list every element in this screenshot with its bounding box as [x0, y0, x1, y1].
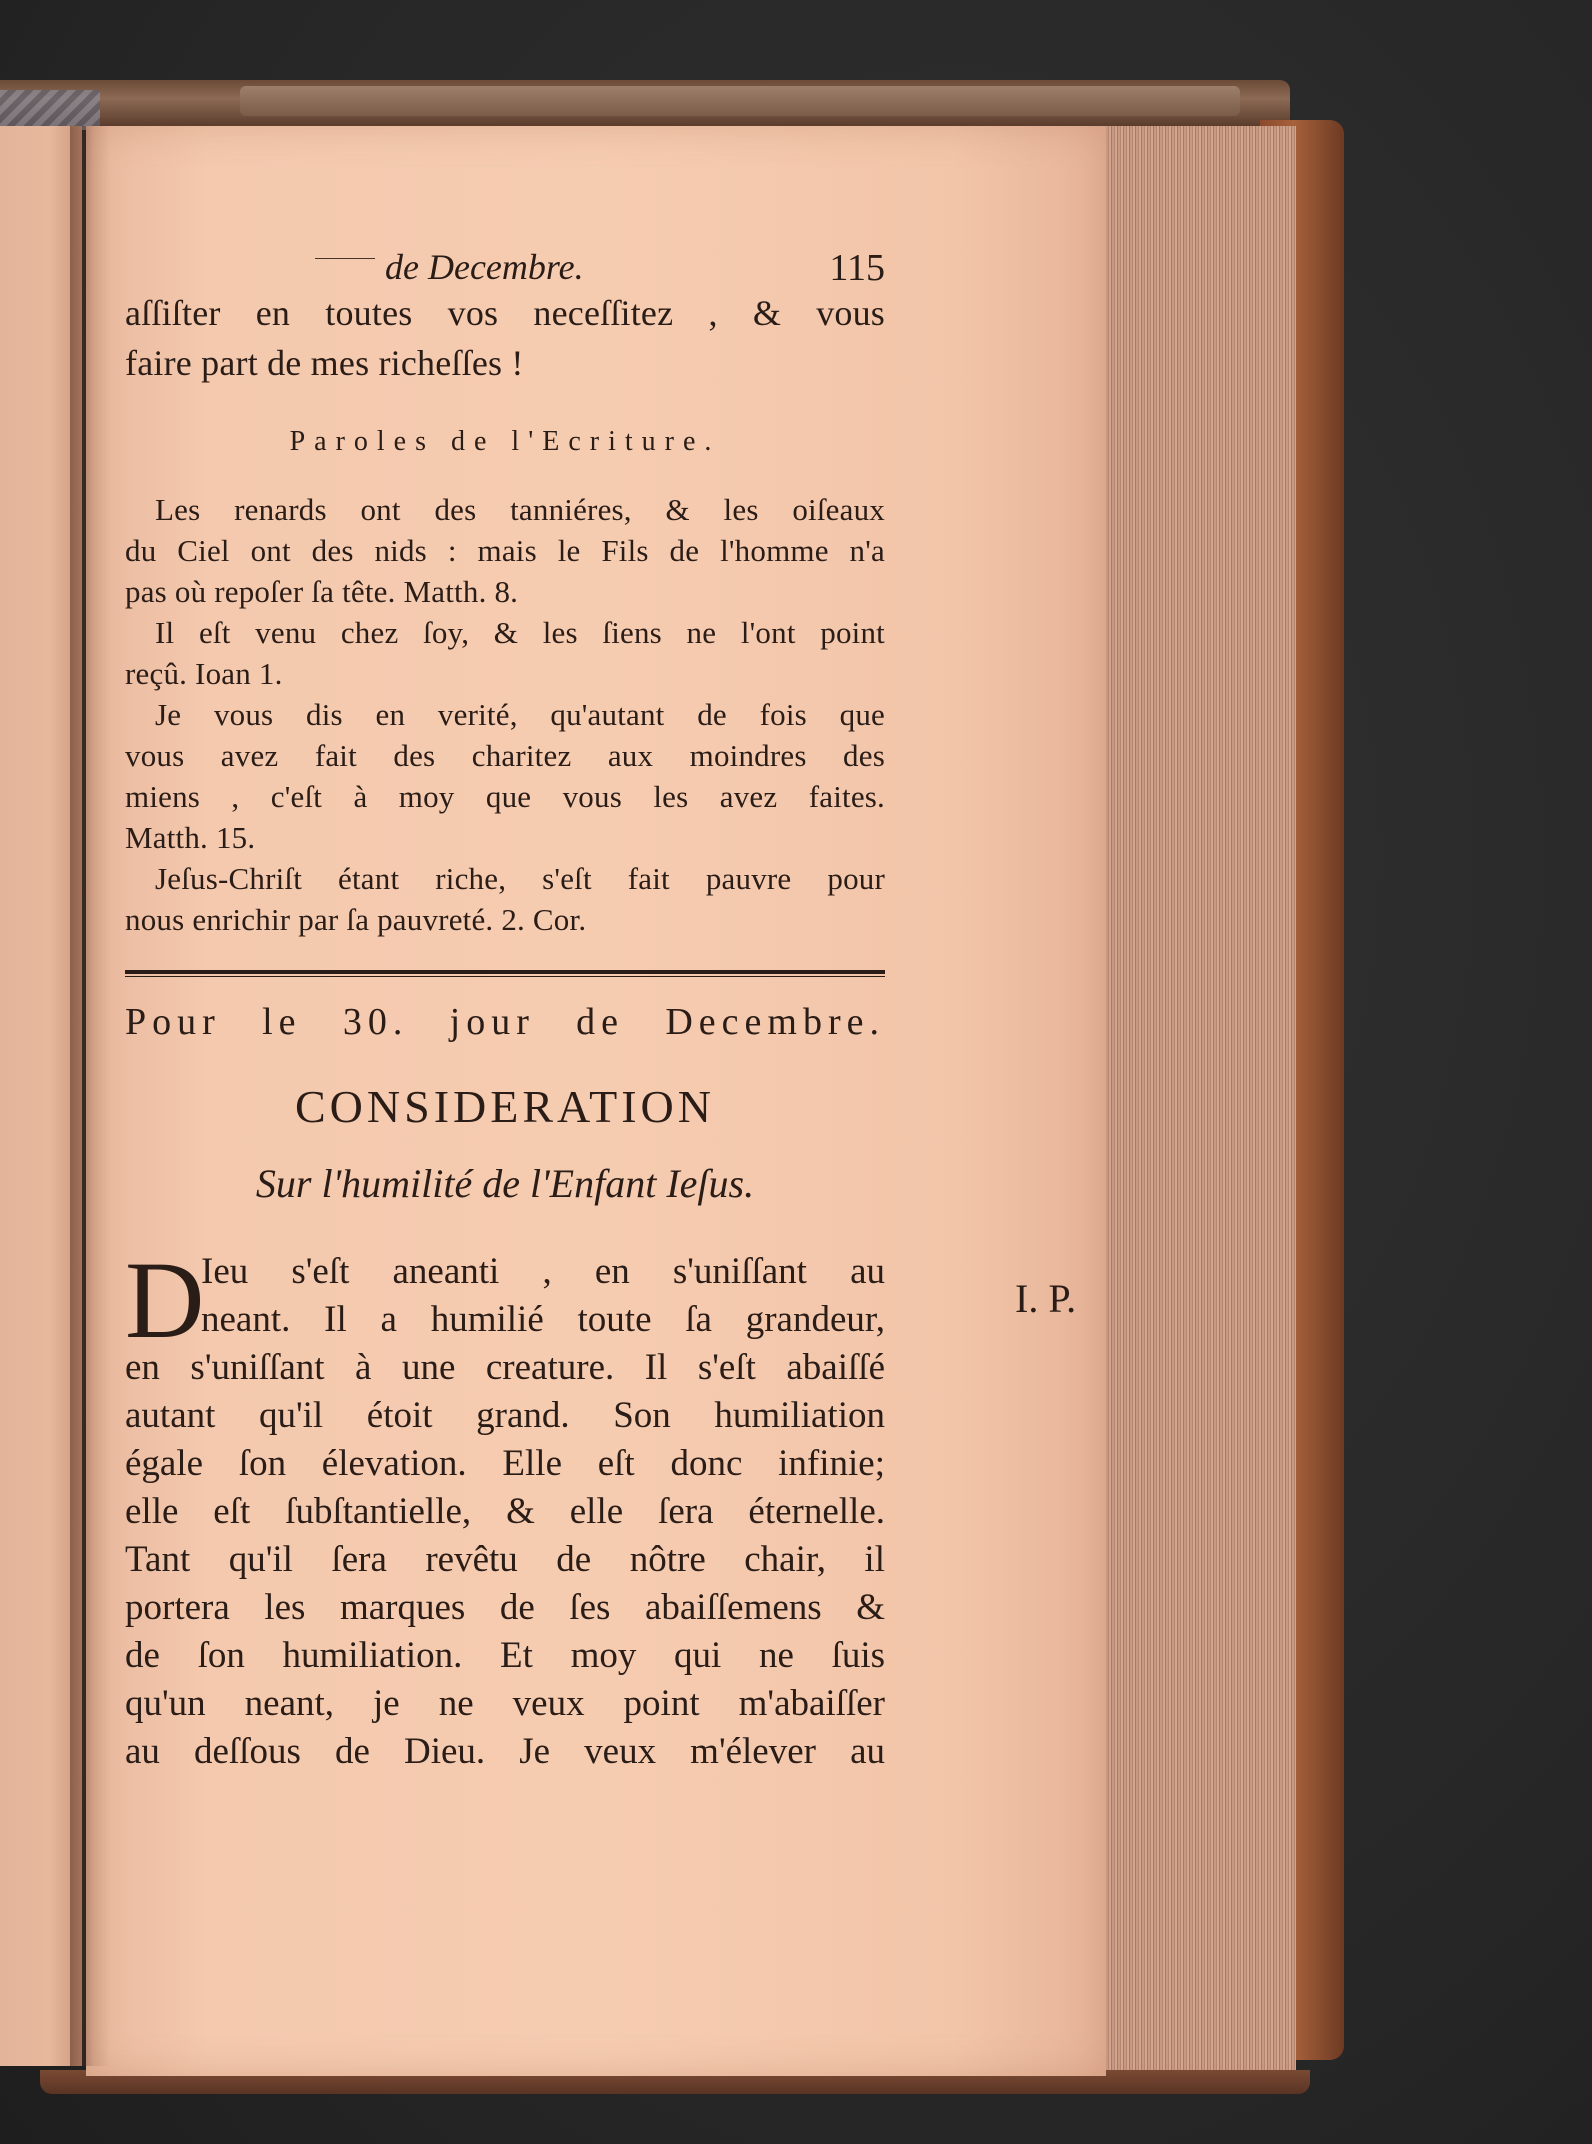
body-line: de ſon humiliation. Et moy qui ne ſuis	[125, 1635, 885, 1676]
scripture-line: Il eſt venu chez ſoy, & les ſiens ne l'ont point	[155, 615, 885, 650]
scripture-line: vous avez fait des charitez aux moindres des	[125, 738, 885, 773]
body-line: en s'uniſſant à une creature. Il s'eſt abaiſſé	[125, 1347, 885, 1388]
body-line: égale ſon élevation. Elle eſt donc infinie;	[125, 1443, 885, 1484]
consideration-subtitle: Sur l'humilité de l'Enfant Ieſus.	[255, 1161, 755, 1206]
scripture-line: Les renards ont des tanniéres, & les oiſeaux	[155, 492, 885, 527]
spine-headband	[0, 90, 100, 130]
running-head-rule	[315, 258, 375, 259]
scripture-line: miens , c'eſt à moy que vous les avez faites.	[125, 779, 885, 814]
body-line: portera les marques de ſes abaiſſemens &	[125, 1587, 885, 1628]
scripture-line: reçû. Ioan 1.	[125, 656, 283, 691]
gutter-shadow	[70, 126, 110, 2066]
running-title: de Decembre.	[385, 247, 584, 287]
body-line: elle eſt ſubſtantielle, & elle ſera éternelle.	[125, 1491, 885, 1532]
top-cover	[0, 80, 1290, 126]
body-line: Ieu s'eſt aneanti , en s'uniſſant au	[201, 1251, 885, 1292]
scripture-line: nous enrichir par ſa pauvreté. 2. Cor.	[125, 902, 587, 937]
opening-line: aſſiſter en toutes vos neceſſitez , & vous	[125, 293, 885, 333]
scripture-line: pas où repoſer ſa tête. Matth. 8.	[125, 574, 519, 609]
body-line: au deſſous de Dieu. Je veux m'élever au	[125, 1731, 885, 1772]
page-number: 115	[829, 247, 885, 289]
page-edges	[1106, 126, 1296, 2086]
opening-line: faire part de mes richeſſes !	[125, 343, 524, 383]
day-heading: Pour le 30. jour de Decembre.	[125, 1001, 885, 1043]
scripture-line: Matth. 15.	[125, 820, 256, 855]
cover-band	[240, 86, 1240, 116]
body-line: qu'un neant, je ne veux point m'abaiſſer	[125, 1683, 885, 1724]
margin-note: I. P.	[1015, 1276, 1077, 1321]
body-line: neant. Il a humilié toute ſa grandeur,	[201, 1299, 885, 1340]
running-head	[125, 230, 885, 290]
scripture-line: Jeſus-Chriſt étant riche, s'eſt fait pauvre pour	[155, 861, 885, 896]
dropcap-letter: D	[125, 1239, 205, 1361]
scripture-line: du Ciel ont des nids : mais le Fils de l'homme n'a	[125, 533, 885, 568]
body-line: Tant qu'il ſera revêtu de nôtre chair, il	[125, 1539, 885, 1580]
consideration-body	[125, 1239, 885, 1772]
consideration-title: CONSIDERATION	[295, 1081, 715, 1132]
scripture-line: Je vous dis en verité, qu'autant de fois que	[155, 697, 885, 732]
section-divider	[125, 970, 885, 977]
body-line: autant qu'il étoit grand. Son humiliation	[125, 1395, 885, 1436]
scripture-heading: Paroles de l'Ecriture.	[289, 426, 721, 457]
